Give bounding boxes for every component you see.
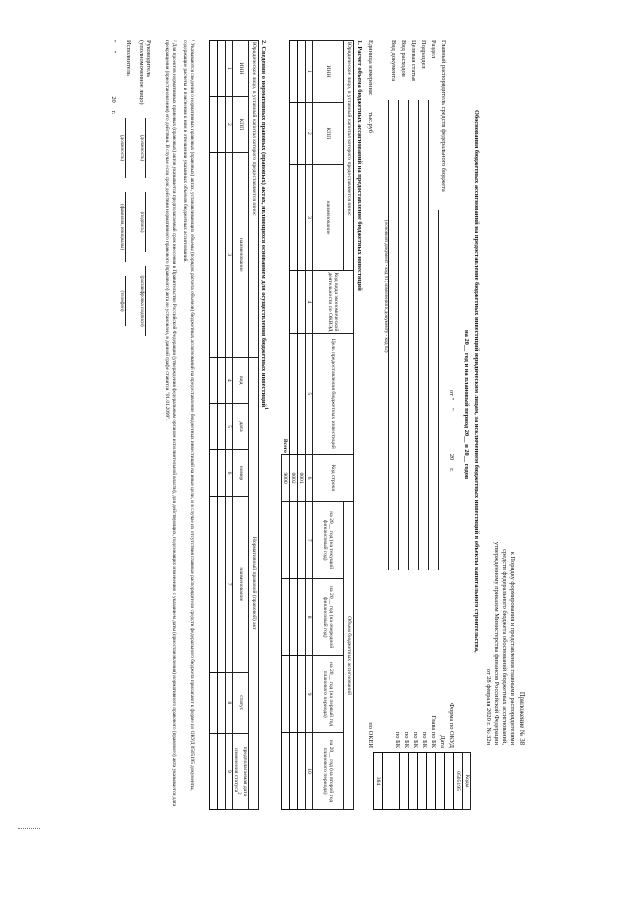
s2-r2-c5[interactable] bbox=[209, 403, 217, 449]
s2-num-7: 7 bbox=[225, 496, 232, 672]
unit-value: тыс.руб bbox=[367, 112, 374, 133]
s2-col-status: статус bbox=[233, 672, 249, 733]
field-main-distributor: Главный распорядитель средств федерального бюджета bbox=[440, 40, 447, 192]
head-position-line bbox=[145, 118, 146, 178]
s2-r2-c4[interactable] bbox=[209, 357, 217, 403]
head-signature-line bbox=[145, 192, 146, 252]
blank-code-cell bbox=[383, 753, 400, 810]
s1-num-9: 9 bbox=[305, 656, 312, 733]
s1-num-6: 6 bbox=[305, 454, 312, 501]
s2-num-4: 4 bbox=[225, 357, 232, 403]
s1-group-header: Юридическое лицо, в уставный капитал которого предоставляется взнос bbox=[344, 41, 354, 271]
s1-r1-v2[interactable] bbox=[297, 579, 305, 656]
s1-vol-next: на 20__ год (на очередной финансовый год) bbox=[313, 579, 344, 656]
s2-r1-c4[interactable] bbox=[217, 357, 225, 403]
section2-title bbox=[259, 40, 269, 410]
s1-num-5: 5 bbox=[305, 333, 312, 454]
bk-label-3: по БК bbox=[412, 731, 419, 748]
field-subsection: Подраздел bbox=[420, 40, 427, 69]
s1-r1-kpp[interactable] bbox=[297, 102, 305, 164]
rotated-document-page bbox=[105, 0, 535, 905]
head-decoding-line bbox=[145, 266, 146, 336]
footnote-2: ² Для проектов нормативных правовых (правовых) актов указывается предполагаемый срок внесения в Правительство Российской Федерации (утверждения федеральным органом исполнительной власти), для действующих, подлежащих изменению с указанием даты (приостановления) нормативного правового (правового) акта указывается дата прекращения (приостановления) его действия. В случае если срок действия нормативного правового (правового) акта не установлен, в данной графе ставится "01.01.2099". bbox=[164, 40, 177, 807]
s1-r1-v1[interactable] bbox=[297, 502, 305, 579]
s1-r1-okved[interactable] bbox=[297, 271, 305, 333]
s1-col-purpose: Цель предоставления бюджетных инвестиций bbox=[313, 333, 354, 454]
s1-num-4: 4 bbox=[305, 271, 312, 333]
s1-col-row-code: Код строки bbox=[313, 454, 354, 501]
s2-num-3: 3 bbox=[225, 152, 232, 357]
s2-group-header: Юридическое лицо, в уставный капитал которого предоставляется взнос bbox=[249, 41, 259, 358]
s1-vol-plan1: на 20__ год (на первый год планового периода) bbox=[313, 656, 344, 733]
s2-r2-c6[interactable] bbox=[209, 450, 217, 497]
appendix-line-1: к Порядку формирования и представления главными распорядителями bbox=[509, 551, 516, 745]
s1-col-inn: ИНН bbox=[313, 41, 344, 103]
s1-num-7: 7 bbox=[305, 502, 312, 579]
s1-vol-plan2: на 20__ год (на второй год планового периода) bbox=[313, 733, 344, 810]
executor-label: Исполнитель bbox=[125, 40, 132, 76]
s1-volume-header: Объем бюджетных ассигнований bbox=[344, 502, 354, 810]
bk-label-1: Глава по БК bbox=[430, 715, 437, 748]
s1-r1-v4[interactable] bbox=[297, 733, 305, 810]
footnote-1: ¹ Указываются сведения о нормативных правовых (правовых) актах, устанавливающих объемы (порядок расчета объемов) бюджетных ассигнований на предоставление бюджетных инвестиций на иные цели, и в случае их отсутствия главные распорядители средств федерального бюджета прилагают к форме по ОКУД 0505195 документы, содержащие расчеты и пояснения к ним в отношении указанных объемов бюджетных ассигнований. bbox=[182, 40, 195, 791]
okud-code-cell: 0505195 bbox=[454, 753, 463, 810]
s2-r2-c7[interactable] bbox=[209, 496, 217, 672]
s1-r2-v3[interactable] bbox=[289, 656, 297, 733]
head-label: Руководитель bbox=[145, 40, 152, 78]
table-row-total bbox=[281, 41, 289, 810]
executor-phone-caption: (телефон) bbox=[119, 290, 124, 312]
field-expense-type: Вид расходов bbox=[400, 40, 407, 77]
s2-r1-c1[interactable] bbox=[217, 41, 225, 97]
s2-col-number: номер bbox=[233, 450, 249, 497]
s1-col-kpp: КПП bbox=[313, 102, 344, 164]
s1-r1-name[interactable] bbox=[297, 164, 305, 270]
field-expense-type-line bbox=[398, 100, 399, 570]
table-row bbox=[289, 41, 297, 810]
s2-num-5: 5 bbox=[225, 403, 232, 449]
s2-r2-c1[interactable] bbox=[209, 41, 217, 97]
appendix-line-2: средств федерального бюджета обоснований бюджетных ассигнований, bbox=[501, 549, 508, 745]
s2-num-9: 9 bbox=[225, 733, 232, 809]
table-row bbox=[297, 41, 305, 810]
okei-label: по ОКЕИ bbox=[367, 722, 374, 748]
doc-type-hint: (основной документ - код 01; изменения к документу - код 02) bbox=[383, 220, 388, 353]
head-position-caption: (должность) bbox=[139, 134, 144, 162]
s1-r2-v2[interactable] bbox=[289, 579, 297, 656]
date-code-cell bbox=[445, 753, 454, 810]
executor-fio-line bbox=[125, 192, 126, 262]
field-section-line bbox=[428, 100, 429, 570]
codes-table bbox=[373, 752, 471, 810]
s1-num-8: 8 bbox=[305, 579, 312, 656]
section1-table bbox=[281, 40, 354, 810]
codes-header: Коды bbox=[463, 753, 471, 810]
s2-r1-c3[interactable] bbox=[217, 152, 225, 357]
s2-num-6: 6 bbox=[225, 450, 232, 497]
signature-date-line: " " 20 г. bbox=[110, 40, 117, 115]
s1-r1-inn[interactable] bbox=[297, 41, 305, 103]
s2-r1-c6[interactable] bbox=[217, 450, 225, 497]
executor-position-caption: (должность) bbox=[119, 134, 124, 162]
s2-col-type: вид bbox=[233, 357, 249, 403]
s2-num-8: 8 bbox=[225, 672, 232, 733]
s1-total-v1[interactable] bbox=[281, 502, 289, 579]
field-doc-type: Вид документа bbox=[390, 40, 397, 82]
okei-code-cell: 384 bbox=[374, 753, 383, 810]
s1-r2-name[interactable] bbox=[289, 164, 297, 270]
s2-r2-c2[interactable] bbox=[209, 96, 217, 152]
s1-r2-code: 0002 bbox=[289, 454, 297, 501]
bk-code-cell-2 bbox=[427, 753, 436, 810]
field-section: Раздел bbox=[430, 40, 437, 59]
head-signature-caption: (подпись) bbox=[139, 211, 144, 233]
s1-vol-current: на 20__ год (на текущий финансовый год) bbox=[313, 502, 344, 579]
s1-col-okved: Код вида экономической деятельности по ОКВЭД bbox=[313, 271, 354, 333]
s2-col-name: наименование bbox=[233, 152, 249, 357]
s1-num-3: 3 bbox=[305, 164, 312, 270]
s2-r1-c2[interactable] bbox=[217, 96, 225, 152]
section1-title: 1. Расчет объема бюджетных ассигнований на предоставление бюджетных инвестиций bbox=[356, 40, 363, 291]
s1-total-label: Всего bbox=[282, 438, 289, 453]
s1-col-name: наименование bbox=[313, 164, 344, 270]
s2-num-1: 1 bbox=[225, 41, 232, 97]
head-sub: (уполномоченное лицо) bbox=[138, 40, 145, 105]
appendix-line-3: утвержденному приказом Министерства финансов Российской Федерации bbox=[493, 541, 500, 745]
s1-num-10: 10 bbox=[305, 733, 312, 810]
s2-r2-c8[interactable] bbox=[209, 672, 217, 733]
appendix-line-4: от 28 февраля 2020 г. № 32н bbox=[485, 668, 492, 745]
s1-total-v4[interactable] bbox=[281, 733, 289, 810]
s2-act-header: Нормативный правовой (правовой) акт bbox=[249, 357, 259, 809]
field-subsection-line bbox=[418, 100, 419, 570]
form-title: Обоснования бюджетных ассигнований на предоставление бюджетных инвестиций юридическим лицам, за исключением бюджетных инвестиций в объекты капитального строительства, bbox=[473, 110, 480, 653]
section2-title-text: 2. Сведения о нормативных правовых (правовых) актах, являющихся основанием для осуществления бюджетных инвестиций bbox=[259, 40, 267, 408]
field-target-article-line bbox=[408, 100, 409, 570]
form-subtitle: на 20__ год и на плановый период 20__ и 20__ годов bbox=[463, 330, 470, 480]
unit-label: Единица измерения: bbox=[367, 40, 374, 96]
s1-r1-purpose[interactable] bbox=[297, 333, 305, 454]
date-line: от " " 20 г. bbox=[448, 390, 455, 472]
bk-code-cell-4 bbox=[409, 753, 418, 810]
s2-col-status-date-sup: 2 bbox=[236, 792, 242, 795]
s1-total-code: 9000 bbox=[281, 454, 289, 501]
bk-code-cell-1 bbox=[436, 753, 445, 810]
s2-col-inn: ИНН bbox=[233, 41, 249, 97]
s1-r2-v4[interactable] bbox=[289, 733, 297, 810]
okud-label: Форма по ОКУД bbox=[448, 703, 455, 748]
form-page bbox=[105, 0, 535, 905]
table-row bbox=[217, 41, 225, 810]
s1-r2-okved[interactable] bbox=[289, 271, 297, 333]
s2-r1-c9[interactable] bbox=[217, 733, 225, 809]
s2-r2-c9[interactable] bbox=[209, 733, 217, 809]
s1-r2-inn[interactable] bbox=[289, 41, 297, 103]
s2-col-act-name: наименование bbox=[233, 496, 249, 672]
s1-num-1: 1 bbox=[305, 41, 312, 103]
s1-r2-v1[interactable] bbox=[289, 502, 297, 579]
head-decoding-caption: (расшифровка подписи) bbox=[139, 275, 144, 327]
s2-col-status-date-text: предполагаемая дата изменения статуса bbox=[233, 746, 248, 797]
bk-label-4: по БК bbox=[403, 731, 410, 748]
scan-artifact bbox=[18, 828, 40, 837]
s1-r1-v3[interactable] bbox=[297, 656, 305, 733]
s2-col-status-date bbox=[233, 733, 249, 809]
date-label: Дата bbox=[439, 735, 446, 748]
executor-position-line bbox=[125, 118, 126, 178]
field-target-article: Целевая статья bbox=[410, 40, 417, 81]
s2-r1-c8[interactable] bbox=[217, 672, 225, 733]
s2-col-kpp: КПП bbox=[233, 96, 249, 152]
bk-code-cell-3 bbox=[418, 753, 427, 810]
executor-phone-line bbox=[125, 276, 126, 326]
bk-code-cell-5 bbox=[400, 753, 409, 810]
s2-r2-c3[interactable] bbox=[209, 152, 217, 357]
s2-num-2: 2 bbox=[225, 96, 232, 152]
s1-r2-purpose[interactable] bbox=[289, 333, 297, 454]
s1-r2-kpp[interactable] bbox=[289, 102, 297, 164]
s1-total-v3[interactable] bbox=[281, 656, 289, 733]
appendix-number: Приложение № 38 bbox=[518, 691, 525, 745]
field-doc-type-line bbox=[388, 100, 389, 570]
section2-table bbox=[209, 40, 259, 810]
s1-r1-code: 0001 bbox=[297, 454, 305, 501]
section2-title-sup: 1 bbox=[263, 407, 269, 410]
bk-label-5: по БК bbox=[394, 731, 401, 748]
s1-num-2: 2 bbox=[305, 102, 312, 164]
s1-total-v2[interactable] bbox=[281, 579, 289, 656]
field-main-distributor-line bbox=[438, 210, 439, 570]
s2-col-date: дата bbox=[233, 403, 249, 449]
s2-r1-c7[interactable] bbox=[217, 496, 225, 672]
s2-r1-c5[interactable] bbox=[217, 403, 225, 449]
bk-label-2: по БК bbox=[421, 731, 428, 748]
executor-fio-caption: (фамилия, инициалы) bbox=[119, 203, 124, 251]
table-row bbox=[209, 41, 217, 810]
